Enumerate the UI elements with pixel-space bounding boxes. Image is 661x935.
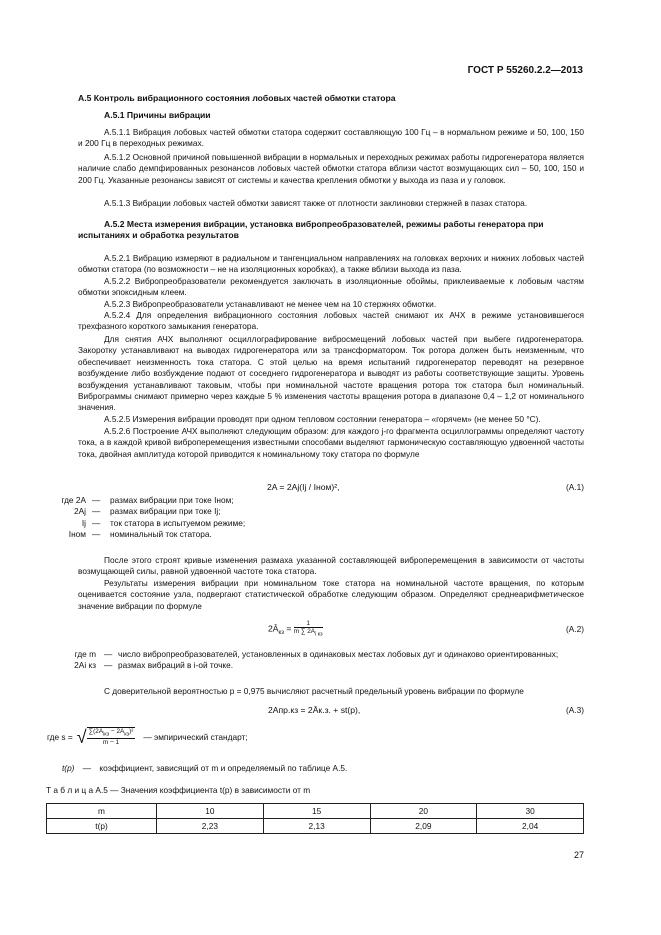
def-symbol: где 2A xyxy=(61,495,86,505)
defs-a2 xyxy=(50,649,588,672)
def-text: число вибропреобразователей, установленных в одинаковых местах лобовых дуг и одинаково ориентированных; xyxy=(118,649,559,659)
formula-s-fraction: $\frac{\sum(2A_{iкз} - 2Ā_{кз})^2}{m - 1}$ xyxy=(88,728,134,747)
def-symbol: Iном xyxy=(68,529,86,540)
def-dash: — xyxy=(92,529,101,540)
def-dash: — xyxy=(104,649,113,659)
para-a526: А.5.2.6 Построение АЧХ выполняют следующим образом: для каждого j-го фрагмента осциллограммы определяют частоту тока, а в каждой кривой виброперемещения известными способами выделяют гармоническую составляющую удвоенной частоты тока, двойная амплитуда которой приводится к номинальному току статора по формуле xyxy=(78,426,584,459)
def-row xyxy=(50,649,588,660)
section-a51-title: А.5.1 Причины вибрации xyxy=(104,110,211,120)
table-cell: t(p) xyxy=(47,819,157,834)
table-cell: 2,23 xyxy=(157,819,264,834)
def-text: размах вибрации при токе Ij; xyxy=(110,506,221,517)
def-row xyxy=(46,518,245,529)
def-dash: — xyxy=(104,660,113,671)
para-a525: А.5.2.5 Измерения вибрации проводят при одном тепловом состоянии генератора – «горячем» (не менее 50 °С). xyxy=(104,414,541,424)
para-a522: А.5.2.2 Вибропреобразователи рекомендуется заключать в изоляционные обоймы, приклеиваемые к лобовым частям обмотки эпоксидным клеем. xyxy=(78,276,584,298)
def-dash: — xyxy=(92,506,101,517)
formula-s: где s = √ $\frac{\sum(2A_{iкз} - 2Ā_{кз})^2}{m - 1}$ — эмпирический стандарт; xyxy=(47,726,248,747)
para-a511: А.5.1.1 Вибрация лобовых частей обмотки статора содержит составляющую 100 Гц – в нормальном режиме и 50, 100, 150 и 200 Гц в переходных режимах. xyxy=(78,127,584,149)
def-symbol: Ij xyxy=(81,517,86,528)
def-symbol: где m xyxy=(74,649,96,659)
para-confidence: С доверительной вероятностью p = 0,975 вычисляют расчетный предельный уровень вибрации по формуле xyxy=(104,686,524,696)
formula-a3-number: (А.3) xyxy=(566,705,584,715)
table-cell: 30 xyxy=(477,804,584,819)
tp-text: коэффициент, зависящий от m и определяемый по таблице А.5. xyxy=(99,763,348,773)
def-row xyxy=(46,506,245,517)
def-dash: — xyxy=(92,517,101,528)
para-a512: А.5.1.2 Основной причиной повышенной вибрации в нормальных и переходных режимах работы гидрогенератора является наличие слабо демпфированных резонансов лобовых частей обмотки статора вблизи частот возмущающих сил – 50, 100, 150 и 200 Гц. Указанные резонансы зависят от системы и качества крепления обмотки у выхода из паза и у головок. xyxy=(78,152,584,185)
coefficient-table xyxy=(46,803,584,834)
formula-a3: 2Aпр.кз = 2Āк.з. + st(p), xyxy=(268,705,361,715)
def-dash: — xyxy=(92,495,101,505)
formula-a2-fraction: $\frac{1}{m \sum 2A_{i кз}}$ xyxy=(293,620,323,638)
formula-a1: 2A = 2Aj(Ij / Iном)², xyxy=(267,482,340,492)
table-caption: Т а б л и ц а А.5 — Значения коэффициента t(p) в зависимости от m xyxy=(46,785,311,795)
section-a52-title: А.5.2 Места измерения вибрации, установка вибропреобразователей, режимы работы генератора при испытаниях и обработка результатов xyxy=(78,219,544,241)
table-cell: 2,09 xyxy=(370,819,477,834)
para-a523: А.5.2.3 Вибропреобразователи устанавливают не менее чем на 10 стержнях обмотки. xyxy=(104,299,437,309)
tp-definition: t(p) — коэффициент, зависящий от m и определяемый по таблице А.5. xyxy=(62,763,348,773)
table-cell: 10 xyxy=(157,804,264,819)
def-row xyxy=(46,529,245,540)
para-a521: А.5.2.1 Вибрацию измеряют в радиальном и тангенциальном направлениях на головках верхних и нижних лобовых частей обмотки статора (по возможности – не на изоляционных коробках), а также вблизи выхода из паза. xyxy=(78,253,584,275)
formula-a1-number: (А.1) xyxy=(566,482,584,492)
para-achx: Для снятия АЧХ выполняют осциллографирование вибросмещений лобовых частей при выбеге гидрогенератора. Закоротку устанавливают на выводах гидрогенератора или за трансформатором. Ток ротора должен быть неизменным, что обеспечивает неизменность тока статора. С этой целью на время испытаний гидрогенератор переводят на резервное возбуждение либо возбуждение подают от соседнего гидрогенератора и выводят из работы соответствующие защиты. Уровень возбуждения устанавливают таковым, чтобы при номинальной частоте вращения ротора ток статора был номинальный. Виброграммы снимают примерно через каждые 5 % изменения частоты вращения ротора в диапазоне 0,4 – 1,2 от номинального значения. xyxy=(78,334,584,413)
def-text: размах вибрации при токе Iном; xyxy=(110,495,234,505)
para-a524: А.5.2.4 Для определения вибрационного состояния лобовых частей снимают их АЧХ в режиме установившегося трехфазного короткого замыкания генератора. xyxy=(78,310,584,332)
table-cell: m xyxy=(47,804,157,819)
table-cell: 2,13 xyxy=(263,819,370,834)
page-number: 27 xyxy=(573,850,584,860)
formula-a2-number: (А.2) xyxy=(566,624,584,634)
table-row xyxy=(47,804,584,819)
formula-a2: $2Ā_{кз}$ = $\frac{1}{m \sum 2A_{i кз}}$ xyxy=(268,620,323,638)
table-cell: 2,04 xyxy=(477,819,584,834)
standard-header: ГОСТ Р 55260.2.2—2013 xyxy=(467,65,583,76)
section-a5-title: А.5 Контроль вибрационного состояния лобовых частей обмотки статора xyxy=(78,93,396,103)
s-definition: — эмпирический стандарт; xyxy=(143,731,248,742)
table-cell: 15 xyxy=(263,804,370,819)
def-symbol: 2Aj xyxy=(74,506,86,517)
para-results: Результаты измерения вибрации при номинальном токе статора на номинальной частоте вращения, по которым оценивается состояние узла, подвергают статистической обработке следующим образом. Определяют среднеарифметическое значение вибрации по формуле xyxy=(78,578,584,611)
tp-symbol: t(p) xyxy=(62,763,75,773)
def-symbol: 2Ai кз xyxy=(74,660,96,671)
table-cell: 20 xyxy=(370,804,477,819)
def-text: размах вибраций в i-ой точке. xyxy=(118,660,234,671)
def-text: номинальный ток статора. xyxy=(110,529,212,540)
def-row xyxy=(50,660,588,671)
para-a513: А.5.1.3 Вибрации лобовых частей обмотки зависят также от плотности заклиновки стержней в пазах статора. xyxy=(104,198,528,208)
def-text: ток статора в испытуемом режиме; xyxy=(110,517,246,528)
defs-a1 xyxy=(46,495,245,541)
para-after-a1: После этого строят кривые изменения размаха указанной составляющей виброперемещения в зависимости от частоты возмущающей силы, равной удвоенной частоте тока статора. xyxy=(78,555,584,577)
def-row xyxy=(46,495,245,506)
table-row xyxy=(47,819,584,834)
